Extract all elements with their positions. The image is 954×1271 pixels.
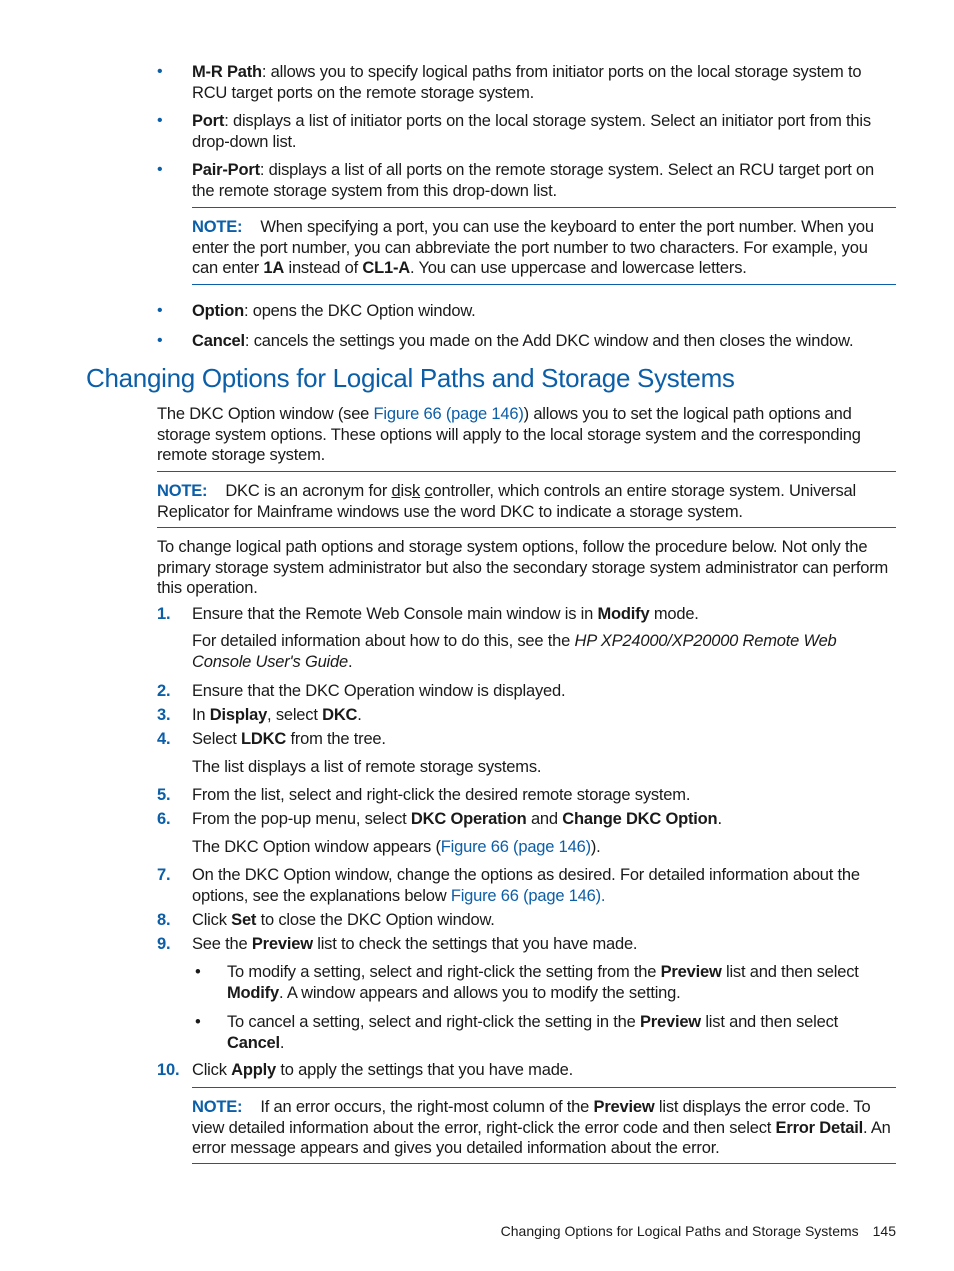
procedure-intro: To change logical path options and storage system options, follow the procedure below. Not only the primary storage system administrator but also the secondary storage system administrator can perform this operation. [157, 538, 889, 597]
step-number: 6. [157, 810, 171, 828]
step-9: See the Preview list to check the settings that you have made. [192, 935, 638, 953]
note-label: NOTE: [157, 482, 208, 500]
step-number: 2. [157, 682, 171, 700]
figure-link[interactable]: Figure 66 (page 146) [373, 405, 524, 423]
note-error-code: NOTE: If an error occurs, the right-most column of the Preview list displays the error code. To view detailed information about the error, right-click the error code and then select Error Detail. An error message appears and gives you detailed information about the error. [192, 1087, 896, 1164]
step-1-detail: For detailed information about how to do this, see the HP XP24000/XP20000 Remote Web Console User's Guide. [192, 632, 837, 671]
step-number: 4. [157, 730, 171, 748]
step-5: From the list, select and right-click the desired remote storage system. [192, 786, 691, 804]
step-7: On the DKC Option window, change the options as desired. For detailed information about the options, see the explanations below Figure 66 (page 146). [192, 866, 860, 905]
note-label: NOTE: [192, 1098, 243, 1116]
step-number: 8. [157, 911, 171, 929]
bullet-marker: • [157, 302, 163, 319]
step-number: 7. [157, 866, 171, 884]
bullet-cancel: Cancel: cancels the settings you made on the Add DKC window and then closes the window. [192, 332, 854, 350]
page-footer [501, 1223, 896, 1239]
section-heading: Changing Options for Logical Paths and Storage Systems [86, 363, 735, 393]
bullet-marker: • [157, 63, 163, 80]
figure-link[interactable]: Figure 66 (page 146). [450, 886, 606, 905]
note-label: NOTE: [192, 218, 243, 236]
bullet-marker: • [195, 1013, 201, 1031]
figure-link[interactable]: Figure 66 (page 146) [440, 838, 591, 856]
step-8: Click Set to close the DKC Option window. [192, 911, 495, 929]
bullet-port: Port: displays a list of initiator ports on the local storage system. Select an initiator port from this drop-down list. [192, 112, 871, 151]
step-number: 9. [157, 935, 171, 953]
bullet-mr-path: M-R Path: allows you to specify logical paths from initiator ports on the local storage system to RCU target ports on the remote storage system. [192, 63, 862, 102]
step-10: Click Apply to apply the settings that you have made. [192, 1061, 574, 1079]
bullet-marker: • [157, 161, 163, 178]
step-number: 3. [157, 706, 171, 724]
step-4: Select LDKC from the tree. [192, 730, 386, 748]
step-1: Ensure that the Remote Web Console main window is in Modify mode. [192, 605, 699, 623]
bullet-marker: • [157, 112, 163, 129]
note-dkc-acronym: NOTE: DKC is an acronym for disk controller, which controls an entire storage system. Universal Replicator for Mainframe windows use the word DKC to indicate a storage system. [157, 471, 896, 528]
bullet-marker: • [195, 963, 201, 981]
step-number: 5. [157, 786, 171, 804]
step-number: 10. [157, 1061, 180, 1079]
step-6: From the pop-up menu, select DKC Operation and Change DKC Option. [192, 810, 722, 828]
step-9-cancel: To cancel a setting, select and right-click the setting in the Preview list and then select Cancel. [227, 1013, 839, 1052]
page-number: 145 [872, 1223, 896, 1239]
bullet-option: Option: opens the DKC Option window. [192, 302, 476, 320]
bullet-marker: • [157, 332, 163, 349]
step-4-detail: The list displays a list of remote storage systems. [192, 758, 542, 776]
step-3: In Display, select DKC. [192, 706, 362, 724]
intro-paragraph: The DKC Option window (see Figure 66 (page 146)) allows you to set the logical path options and storage system options. These options will apply to the local storage system and the corresponding remote storage system. [157, 405, 861, 464]
step-2: Ensure that the DKC Operation window is displayed. [192, 682, 566, 700]
step-6-detail: The DKC Option window appears (Figure 66 (page 146)). [192, 838, 601, 856]
note-port-entry: NOTE: When specifying a port, you can use the keyboard to enter the port number. When you enter the port number, you can abbreviate the port number to two characters. For example, you can enter 1A instead of CL1-A. You can use uppercase and lowercase letters. [192, 207, 896, 285]
footer-title: Changing Options for Logical Paths and Storage Systems [500, 1223, 859, 1239]
step-9-modify: To modify a setting, select and right-click the setting from the Preview list and then select Modify. A window appears and allows you to modify the setting. [227, 963, 859, 1002]
bullet-pair-port: Pair-Port: displays a list of all ports on the remote storage system. Select an RCU target port on the remote storage system from this drop-down list. [192, 161, 874, 200]
step-number: 1. [157, 605, 171, 623]
